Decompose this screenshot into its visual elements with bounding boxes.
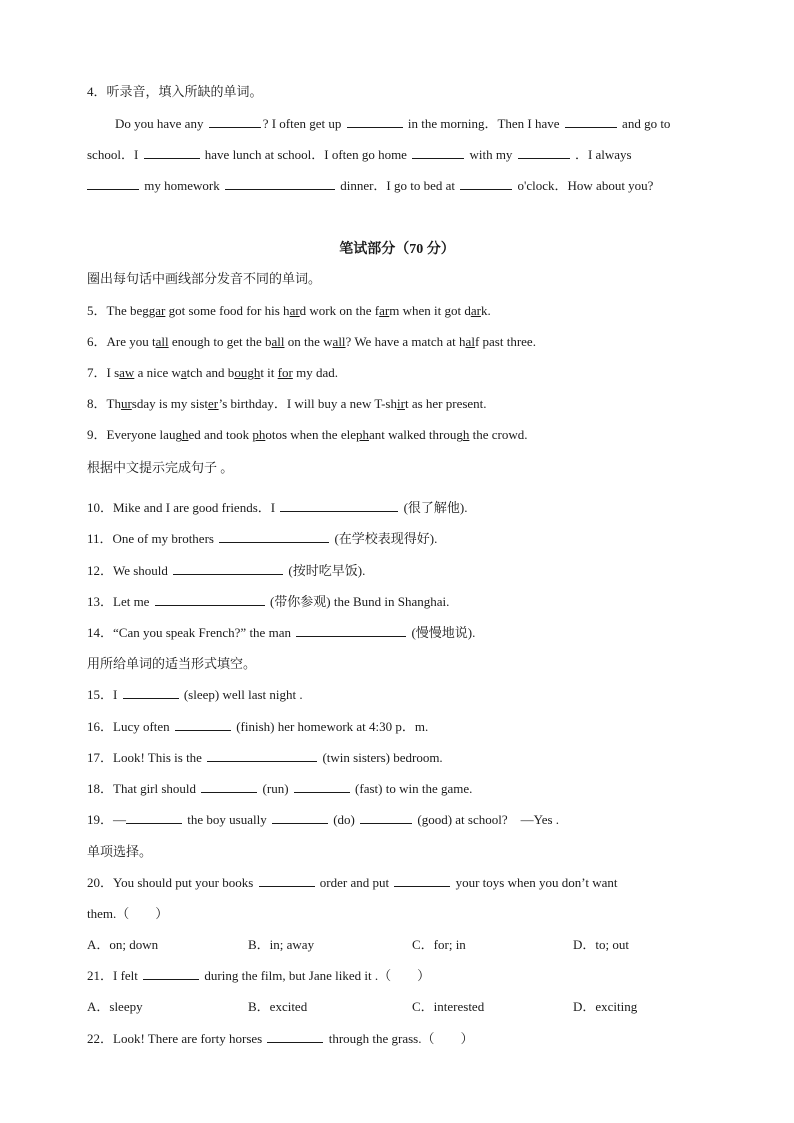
q12 [87, 563, 365, 579]
q4-l2-text-3: with my [469, 147, 513, 162]
underlined-part[interactable]: ph [252, 427, 266, 442]
q17 [87, 750, 443, 766]
answer-blank[interactable] [259, 875, 315, 887]
text: ? We have a match at h [345, 334, 466, 349]
q4-line-2 [87, 147, 632, 163]
answer-blank[interactable] [267, 1031, 323, 1043]
underlined-part[interactable]: for [277, 365, 293, 380]
q11 [87, 531, 437, 547]
question-text: 11．One of my brothers [87, 531, 214, 546]
q6-sentence [87, 334, 536, 350]
answer-blank[interactable] [144, 147, 200, 159]
underlined-part[interactable]: gar [148, 303, 166, 318]
answer-blank[interactable] [360, 812, 412, 824]
q4-l1-text-4: and go to [622, 116, 671, 131]
text: otos when the ele [265, 427, 356, 442]
underlined-part[interactable]: ar [470, 303, 481, 318]
mc-instructions: 单项选择。 [87, 844, 153, 859]
text: on the w [284, 334, 333, 349]
question-text: 20．You should put your books [87, 875, 254, 890]
pron-instructions: 圈出每句话中画线部分发音不同的单词。 [87, 271, 322, 286]
question-text: during the film, but Jane liked it .（ ） [204, 968, 431, 983]
q21-option-a[interactable]: A．sleepy [87, 999, 143, 1014]
question-text: (do) [333, 812, 355, 827]
hint-text: (按时吃早饭). [288, 563, 366, 578]
question-text: (twin sisters) bedroom. [322, 750, 443, 765]
underlined-part[interactable]: aw [119, 365, 135, 380]
q20-option-d[interactable]: D．to; out [573, 937, 629, 952]
text: t it [260, 365, 278, 380]
underlined-part[interactable]: ar [379, 303, 390, 318]
answer-blank[interactable] [225, 178, 335, 190]
question-text: 18．That girl should [87, 781, 197, 796]
q7-sentence [87, 365, 338, 381]
answer-blank[interactable] [175, 719, 231, 731]
q4-line-1 [115, 116, 670, 132]
hint-text: (带你参观) the Bund in Shanghai. [269, 594, 450, 609]
text: d work on the f [299, 303, 380, 318]
answer-blank[interactable] [173, 563, 283, 575]
q21-option-d[interactable]: D．exciting [573, 999, 638, 1014]
question-text: through the grass.（ ） [328, 1031, 474, 1046]
q4-l3-text-3: o'clock．How about you? [517, 178, 654, 193]
hint-text: (很了解他). [403, 500, 468, 515]
q4-l2-text-4: ．I always [574, 147, 632, 162]
answer-blank[interactable] [460, 178, 512, 190]
q19 [87, 812, 559, 828]
answer-blank[interactable] [296, 625, 406, 637]
text: ant walked throug [368, 427, 463, 442]
answer-blank[interactable] [565, 116, 617, 128]
hint-text: (在学校表现得好). [334, 531, 438, 546]
underlined-part[interactable]: h [462, 427, 470, 442]
underlined-part[interactable]: h [181, 427, 189, 442]
answer-blank[interactable] [201, 781, 257, 793]
q4-l1-text-2: ? I often get up [262, 116, 342, 131]
question-text: the boy usually [187, 812, 267, 827]
text: 8．Th [87, 396, 121, 411]
underlined-part[interactable]: all [155, 334, 169, 349]
answer-blank[interactable] [518, 147, 570, 159]
q22 [87, 1031, 474, 1047]
q4-l2-text-1: school．I [87, 147, 139, 162]
q4-header: 4．听录音，填入所缺的单词。 [87, 84, 263, 99]
underlined-part[interactable]: al [465, 334, 475, 349]
question-text: 16．Lucy often [87, 719, 170, 734]
question-text: 13．Let me [87, 594, 150, 609]
q14 [87, 625, 475, 641]
answer-blank[interactable] [219, 531, 329, 543]
text: f past three. [474, 334, 536, 349]
q10 [87, 500, 468, 516]
question-text: 21．I felt [87, 968, 138, 983]
answer-blank[interactable] [126, 812, 182, 824]
text: ed and took [188, 427, 253, 442]
question-text: 12．We should [87, 563, 168, 578]
q15 [87, 687, 303, 703]
answer-blank[interactable] [272, 812, 328, 824]
answer-blank[interactable] [123, 687, 179, 699]
text: m when it got d [389, 303, 471, 318]
answer-blank[interactable] [207, 750, 317, 762]
text: sday is my sist [131, 396, 209, 411]
underlined-part[interactable]: er [208, 396, 219, 411]
q4-l2-text-2: have lunch at school．I often go home [204, 147, 407, 162]
q13 [87, 594, 449, 610]
question-text: (fast) to win the game. [355, 781, 473, 796]
question-text: 22．Look! There are forty horses [87, 1031, 263, 1046]
text: enough to get the b [168, 334, 272, 349]
q18 [87, 781, 472, 797]
text: a nice w [134, 365, 181, 380]
text: 6．Are you t [87, 334, 156, 349]
question-text: 10．Mike and I are good friends．I [87, 500, 276, 515]
q21-option-b[interactable]: B．excited [248, 999, 308, 1014]
text: k. [480, 303, 491, 318]
q5-sentence [87, 303, 491, 319]
q20-option-c[interactable]: C．for; in [412, 937, 466, 952]
underlined-part[interactable]: ough [234, 365, 261, 380]
question-text: (good) at school? —Yes . [417, 812, 560, 827]
question-text: 17．Look! This is the [87, 750, 202, 765]
question-text: (sleep) well last night . [183, 687, 303, 702]
underlined-part[interactable]: a [180, 365, 187, 380]
text: got some food for his h [165, 303, 290, 318]
hint-text: (慢慢地说). [411, 625, 476, 640]
answer-blank[interactable] [347, 116, 403, 128]
answer-blank[interactable] [155, 594, 265, 606]
answer-blank[interactable] [87, 178, 139, 190]
q4-line-3 [87, 178, 653, 194]
underlined-part[interactable]: ir [397, 396, 405, 411]
q4-l3-text-2: dinner．I go to bed at [340, 178, 456, 193]
answer-blank[interactable] [394, 875, 450, 887]
text: 9．Everyone laug [87, 427, 182, 442]
answer-blank[interactable] [412, 147, 464, 159]
text: 7．I s [87, 365, 120, 380]
q20-option-b[interactable]: B．in; away [248, 937, 315, 952]
answer-blank[interactable] [280, 500, 398, 512]
q21-option-c[interactable]: C．interested [412, 999, 485, 1014]
answer-blank[interactable] [209, 116, 261, 128]
q8-sentence [87, 396, 487, 412]
q21 [87, 968, 430, 984]
underlined-part[interactable]: all [271, 334, 285, 349]
underlined-part[interactable]: ph [355, 427, 369, 442]
text: t as her present. [404, 396, 487, 411]
question-text: 15．I [87, 687, 118, 702]
text: ’s birthday．I will buy a new T-sh [218, 396, 397, 411]
text: tch and b [186, 365, 235, 380]
q20-continued: them.（ ） [87, 906, 169, 921]
q20 [87, 875, 617, 891]
question-text: (run) [262, 781, 289, 796]
section-title: 笔试部分（70 分） [339, 242, 455, 257]
question-text: your toys when you don’t want [455, 875, 618, 890]
answer-blank[interactable] [143, 968, 199, 980]
underlined-part[interactable]: ur [120, 396, 132, 411]
q9-sentence [87, 427, 527, 443]
q16 [87, 719, 428, 735]
q4-l3-text-1: my homework [144, 178, 220, 193]
answer-blank[interactable] [294, 781, 350, 793]
question-text: 14．“Can you speak French?” the man [87, 625, 291, 640]
text: my dad. [292, 365, 338, 380]
text: 5．The beg [87, 303, 149, 318]
text: the crowd. [469, 427, 528, 442]
q4-l1-text-1: Do you have any [115, 116, 204, 131]
question-text: (finish) her homework at 4:30 p．m. [236, 719, 429, 734]
cn-instructions: 根据中文提示完成句子 。 [87, 460, 234, 475]
underlined-part[interactable]: all [332, 334, 346, 349]
form-instructions: 用所给单词的适当形式填空。 [87, 656, 257, 671]
question-text: 19．— [87, 812, 127, 827]
underlined-part[interactable]: ar [289, 303, 300, 318]
q20-option-a[interactable]: A．on; down [87, 937, 159, 952]
question-text: order and put [319, 875, 390, 890]
q4-l1-text-3: in the morning．Then I have [407, 116, 560, 131]
